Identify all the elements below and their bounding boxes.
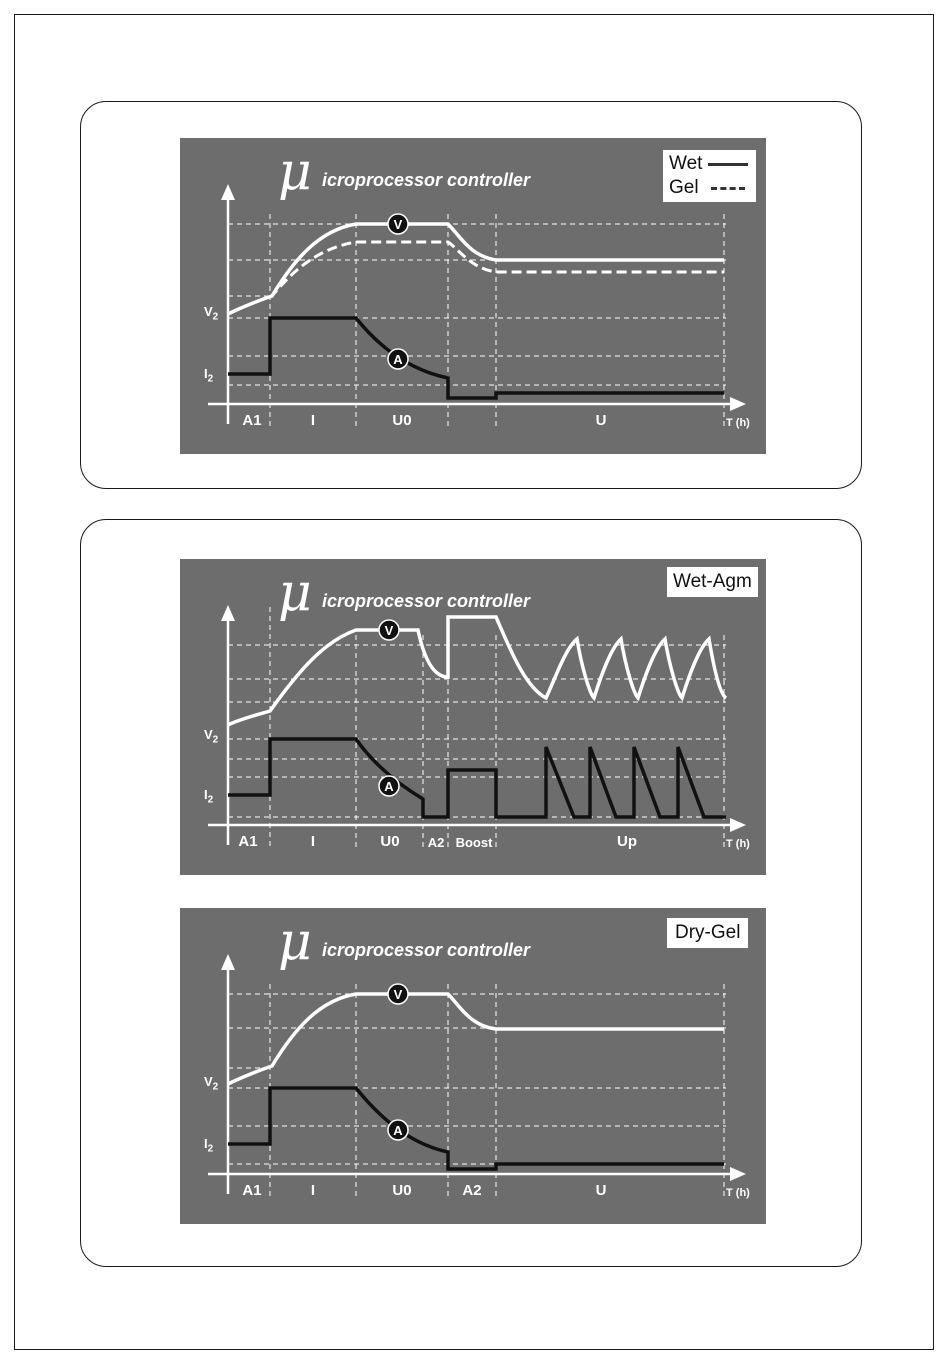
- y-label-v2: $V_2$: [204, 727, 219, 746]
- phase-u0: U0: [380, 833, 400, 850]
- y-label-i2: $I_2$: [204, 787, 214, 806]
- voltage-curve: [228, 994, 724, 1084]
- y-label-i2: $I_2$: [204, 1136, 214, 1155]
- mu-symbol: μ: [278, 912, 312, 972]
- a-marker-label: A: [393, 352, 403, 367]
- a-marker: [388, 1120, 408, 1140]
- x-axis-unit: T (h): [726, 838, 750, 850]
- current-curve: [228, 1088, 724, 1169]
- legend: [667, 918, 748, 948]
- y-label-v2: $V_2$: [204, 1074, 219, 1093]
- legend: [663, 150, 756, 202]
- phase-i: I: [310, 833, 316, 850]
- v-marker-label: V: [393, 987, 403, 1002]
- y-label-v2: $V_2$: [204, 304, 219, 323]
- voltage-curve: [228, 617, 726, 725]
- legend-item-wet: Wet: [663, 152, 756, 176]
- v-marker: [388, 214, 408, 234]
- axes: [208, 617, 732, 845]
- current-curve: [228, 318, 724, 398]
- phase-boost: Boost: [455, 835, 493, 850]
- phase-i: I: [310, 412, 316, 429]
- v-marker-label: V: [393, 217, 403, 232]
- x-axis-arrow: [730, 397, 746, 411]
- phase-a1: A1: [242, 1182, 262, 1199]
- chart-panel-wet-gel: [180, 138, 766, 454]
- legend-item-wet-agm: Wet-Agm: [673, 571, 752, 592]
- chart-title: [278, 142, 531, 202]
- title-text: icroprocessor controller: [322, 591, 531, 611]
- x-axis-arrow: [730, 818, 746, 832]
- a-marker: [388, 349, 408, 369]
- phase-a1: A1: [242, 412, 262, 429]
- current-curve: [228, 739, 726, 817]
- mu-symbol: μ: [278, 142, 312, 202]
- grid-lines: [228, 607, 726, 847]
- y-axis-arrow: [221, 184, 235, 200]
- y-label-i2: $I_2$: [204, 366, 214, 385]
- wet-voltage-curve: [228, 224, 724, 314]
- legend-item-gel: Gel: [663, 176, 756, 200]
- phase-u0: U0: [392, 412, 412, 429]
- a-marker-label: A: [393, 1123, 403, 1138]
- phase-u: U: [595, 412, 607, 429]
- chart-panel-dry-gel: [180, 908, 766, 1224]
- v-marker-label: V: [384, 623, 394, 638]
- v-marker: [388, 984, 408, 1004]
- phase-a2: A2: [427, 835, 445, 850]
- mu-symbol: μ: [278, 563, 312, 623]
- legend-item-dry-gel: Dry-Gel: [675, 922, 741, 943]
- phase-up: Up: [617, 833, 637, 850]
- title-text: icroprocessor controller: [322, 940, 531, 960]
- legend: [667, 567, 758, 597]
- chart-panel-wet-agm: [180, 559, 766, 875]
- x-axis-unit: T (h): [726, 1187, 750, 1199]
- phase-u: U: [595, 1182, 607, 1199]
- title-text: icroprocessor controller: [322, 170, 531, 190]
- y-axis-arrow: [221, 605, 235, 621]
- x-axis-arrow: [730, 1167, 746, 1181]
- chart-title: [278, 563, 531, 623]
- phase-a1: A1: [238, 833, 258, 850]
- a-marker-label: A: [384, 779, 394, 794]
- phase-i: I: [310, 1182, 316, 1199]
- x-axis-unit: T (h): [726, 417, 750, 429]
- y-axis-arrow: [221, 954, 235, 970]
- phase-a2: A2: [462, 1182, 482, 1199]
- a-marker: [379, 776, 399, 796]
- chart-title: [278, 912, 531, 972]
- phase-u0: U0: [392, 1182, 412, 1199]
- v-marker: [379, 620, 399, 640]
- axes: [208, 966, 732, 1194]
- axes: [208, 196, 732, 424]
